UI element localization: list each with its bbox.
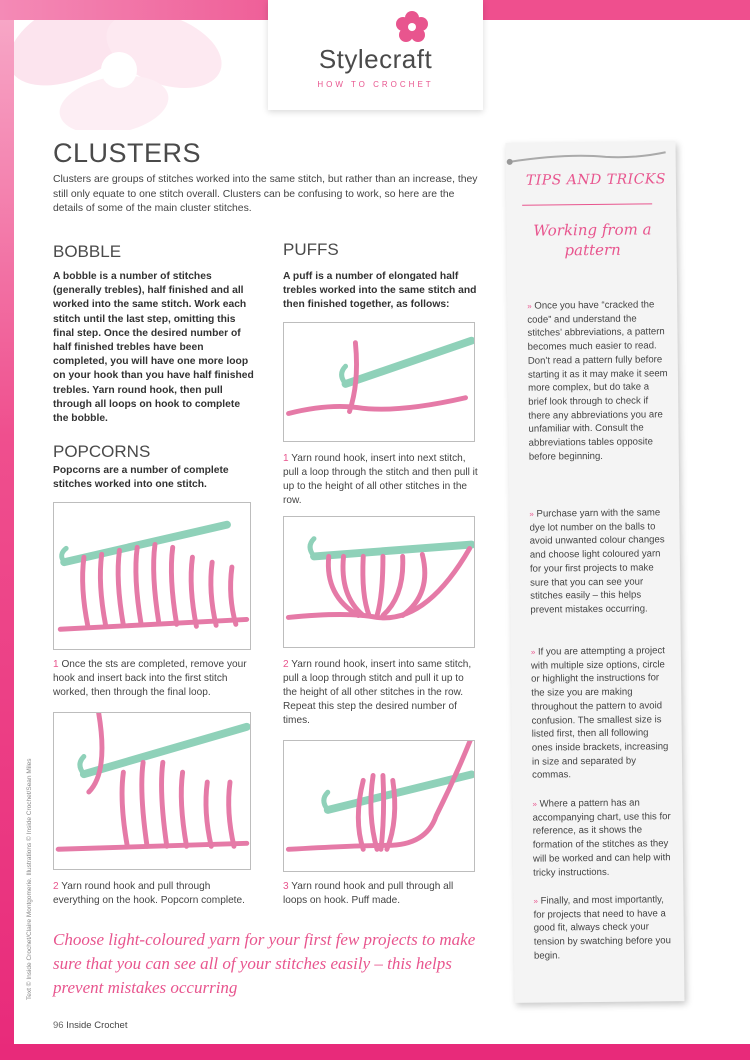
tip-text: If you are attempting a project with multiple size options, circle or highlight the instructions for the size you are making throughout the pattern to avoid confusion. The smallest size is listed first, then all following ones inside brackets, increasing in size and separated by commas. <box>530 645 669 781</box>
tip-text: Finally, and most importantly, for projects that need to have a good fit, always check your tension by swatching before you begin. <box>533 894 671 962</box>
tip-text: Purchase yarn with the same dye lot number on the balls to avoid unwanted colour changes and choose light coloured yarn for your first projects to make sure that you can see your stitches easily – this helps prevent mistakes occurring. <box>529 507 665 616</box>
popcorns-heading: POPCORNS <box>53 442 151 461</box>
bottom-band <box>0 1044 750 1060</box>
bullet-arrow-icon: » <box>533 896 538 906</box>
popcorn-step-1-illustration <box>53 502 251 650</box>
bullet-arrow-icon: » <box>529 509 534 519</box>
tip-item <box>533 893 674 963</box>
step-number: 2 <box>53 881 59 892</box>
puff-step-1-caption <box>283 452 478 508</box>
pull-quote: Choose light-coloured yarn for your first few projects to make sure that you can see all of your stitches easily – this helps prevent mistakes occurring <box>53 930 476 997</box>
brand-logo-tab <box>268 0 483 110</box>
puff-step-2-text: Yarn round hook, insert into same stitch, pull a loop through stitch and pull it up to the height of all other stitches in the row. Repeat this step the desired number of times. <box>283 659 472 726</box>
bullet-arrow-icon: » <box>530 647 536 657</box>
step-number: 1 <box>53 659 59 670</box>
tip-text: Where a pattern has an accompanying chart, use this for reference, as it shows the formation of the stitches as they will be worked and can help with tricky instructions. <box>532 797 671 879</box>
bullet-arrow-icon: » <box>532 799 537 809</box>
page-footer <box>53 1020 127 1031</box>
tips-and-tricks-panel <box>506 141 685 1003</box>
bullet-arrow-icon: » <box>527 301 532 311</box>
puffs-text: A puff is a number of elongated half trebles worked into the same stitch and then finished together, as follows: <box>283 271 477 311</box>
step-number: 2 <box>283 659 289 670</box>
magazine-name: Inside Crochet <box>66 1020 128 1031</box>
page-number: 96 <box>53 1020 64 1031</box>
puff-step-3-text: Yarn round hook and pull through all loops on hook. Puff made. <box>283 881 454 906</box>
background-flower-decoration <box>14 20 254 130</box>
bobble-text: A bobble is a number of stitches (generally trebles), half finished and all worked into the same stitch. Work each stitch until the last step, omitting this final step. Once the desired number of half finished trebles have been completed, you will have one more loop on your hook than you have half finished trebles. Yarn round hook, then pull through all loops on hook to complete the bobble. <box>53 271 254 425</box>
brand-tagline: HOW TO CROCHET <box>317 80 434 89</box>
paperclip-icon <box>506 146 676 168</box>
popcorns-text: Popcorns are a number of complete stitches worked into one stitch. <box>53 465 229 491</box>
popcorn-step-2-text: Yarn round hook and pull through everything on the hook. Popcorn complete. <box>53 881 245 906</box>
tip-item <box>532 796 673 880</box>
tips-subtitle: Working from a pattern <box>533 220 652 260</box>
flower-logo-icon <box>395 10 429 44</box>
tip-text: Once you have “cracked the code” and understand the stitches’ abbreviations, a pattern becomes much easier to read. Don’t read a pattern fully before starting it as it may make it seem more complex, but do take a brief look through to check if there any abbreviations you are unfamiliar with. Consult the abbreviations tables opposite before beginning. <box>527 299 668 463</box>
tip-item <box>529 506 670 617</box>
popcorn-step-2-caption <box>53 880 258 908</box>
tip-item <box>531 644 672 782</box>
puff-step-1-illustration <box>283 322 475 442</box>
puff-step-2-caption <box>283 658 478 728</box>
bobble-heading: BOBBLE <box>53 242 122 261</box>
popcorn-step-1-text: Once the sts are completed, remove your hook and insert back into the first stitch worked, then through the final loop. <box>53 659 247 698</box>
tips-title-underline <box>522 203 652 205</box>
puff-step-1-text: Yarn round hook, insert into next stitch, pull a loop through the stitch and then pull it up to the height of all other stitches in the row. <box>283 453 478 506</box>
tips-title: TIPS AND TRICKS <box>525 171 667 189</box>
step-number: 1 <box>283 453 289 464</box>
image-credit: Text © Inside Crochet/Claire Montgomerie. Illustrations © Inside Crochet/Sean Miles <box>26 758 33 1000</box>
tip-item <box>527 298 669 464</box>
intro-paragraph: Clusters are groups of stitches worked into the same stitch, but rather than an increase, they still only equate to one stitch overall. Clusters can be confusing to work, so here are the details of some of the main cluster stitches. <box>53 174 478 214</box>
popcorn-step-2-illustration <box>53 712 251 870</box>
popcorn-step-1-caption <box>53 658 258 700</box>
page-title: CLUSTERS <box>53 138 202 168</box>
brand-name: Stylecraft <box>318 44 433 74</box>
puffs-heading: PUFFS <box>283 240 339 259</box>
puff-step-3-illustration <box>283 740 475 872</box>
top-band-fade <box>0 0 270 20</box>
left-band <box>0 20 14 1060</box>
puff-step-2-illustration <box>283 516 475 648</box>
puff-step-3-caption <box>283 880 478 908</box>
step-number: 3 <box>283 881 289 892</box>
